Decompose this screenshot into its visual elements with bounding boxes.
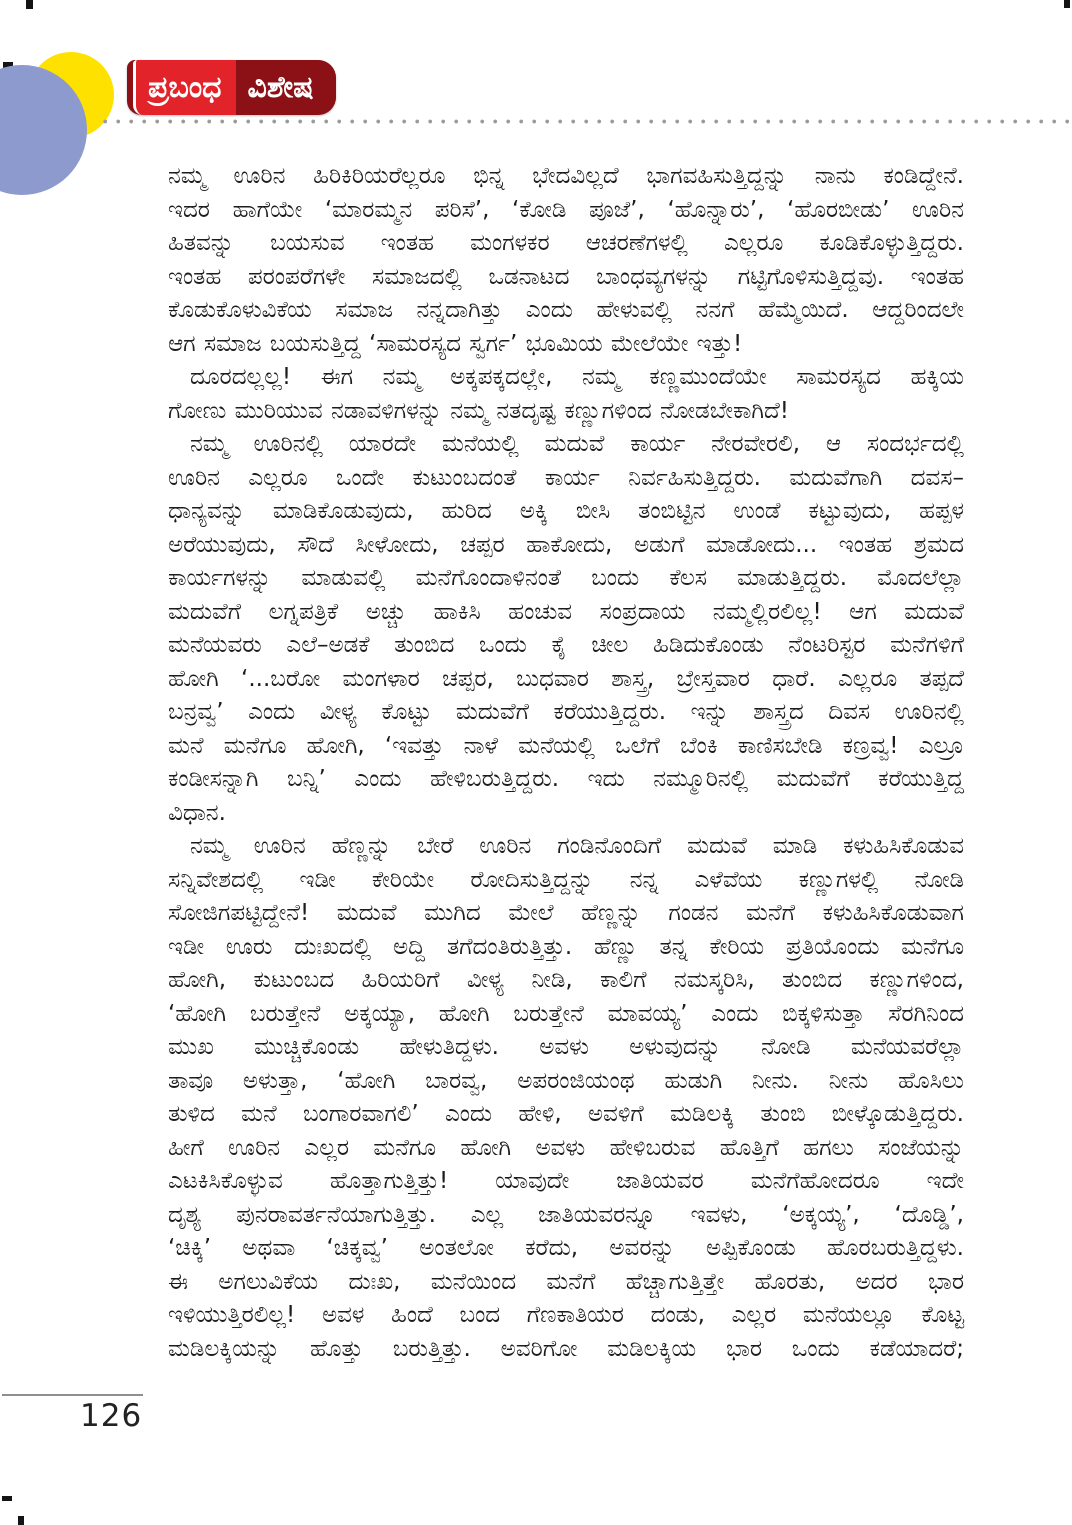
trim-mark-top-left <box>26 0 33 9</box>
text-line: ಆಗ ಸಮಾಜ ಬಯಸುತ್ತಿದ್ದ ‘ಸಾಮರಸ್ಯದ ಸ್ವರ್ಗ’ ಭೂಮಿಯ ಮೇಲೆಯೇ ಇತ್ತು! <box>168 330 743 357</box>
text-line: ದೂರದಲ್ಲಲ್ಲ! ಈಗ ನಮ್ಮ ಅಕ್ಕಪಕ್ಕದಲ್ಲೇ, ನಮ್ಮ ಕಣ್ಣಮುಂದೆಯೇ ಸಾಮರಸ್ಯದ ಹಕ್ಕಿಯ <box>190 364 964 390</box>
text-line: ಮನೆಯವರು ಎಲೆ–ಅಡಕೆ ತುಂಬಿದ ಒಂದು ಕೈ ಚೀಲ ಹಿಡಿದುಕೊಂಡು ನೆಂಟರಿಸ್ಟರ ಮನೆಗಳಿಗೆ <box>168 632 964 658</box>
text-line: ಮನೆ ಮನೆಗೂ ಹೋಗಿ, ‘ಇವತ್ತು ನಾಳೆ ಮನೆಯಲ್ಲಿ ಒಲೆಗೆ ಬೆಂಕಿ ಕಾಣಿಸಬೇಡಿ ಕಣ್ರವ್ವ! ಎಲ್ರೂ <box>168 732 964 759</box>
text-line: ತುಳಿದ ಮನೆ ಬಂಗಾರವಾಗಲಿ’ ಎಂದು ಹೇಳಿ, ಅವಳಿಗೆ ಮಡಿಲಕ್ಕಿ ತುಂಬಿ ಬೀಳ್ಕೊಡುತ್ತಿದ್ದರು. <box>168 1101 964 1127</box>
section-badge <box>127 60 336 115</box>
text-line: ಗೋಣು ಮುರಿಯುವ ನಡಾವಳಿಗಳನ್ನು ನಮ್ಮ ನತದೃಷ್ಟ ಕಣ್ಣುಗಳಿಂದ ನೋಡಬೇಕಾಗಿದೆ! <box>168 397 789 424</box>
body-text <box>168 160 964 1366</box>
text-line: ನಮ್ಮ ಊರಿನ ಹೆಣ್ಣನ್ನು ಬೇರೆ ಊರಿನ ಗಂಡಿನೊಂದಿಗೆ ಮದುವೆ ಮಾಡಿ ಕಳುಹಿಸಿಕೊಡುವ <box>190 833 964 859</box>
text-line: ಈ ಅಗಲುವಿಕೆಯ ದುಃಖ, ಮನೆಯಿಂದ ಮನೆಗೆ ಹೆಚ್ಚಾಗುತ್ತಿತ್ತೇ ಹೊರತು, ಅದರ ಭಾರ <box>168 1268 964 1295</box>
text-line: ‘ಚಿಕ್ಕಿ’ ಅಥವಾ ‘ಚಿಕ್ಕವ್ವ’ ಅಂತಲೋ ಕರೆದು, ಅವರನ್ನು ಅಪ್ಪಿಕೊಂಡು ಹೊರಬರುತ್ತಿದ್ದಳು. <box>168 1235 964 1261</box>
text-line: ಇಂತಹ ಪರಂಪರೆಗಳೇ ಸಮಾಜದಲ್ಲಿ ಒಡನಾಟದ ಬಾಂಧವ್ಯಗಳನ್ನು ಗಟ್ಟಿಗೊಳಿಸುತ್ತಿದ್ದವು. ಇಂತಹ <box>168 263 964 290</box>
text-line: ಹಿತವನ್ನು ಬಯಸುವ ಇಂತಹ ಮಂಗಳಕರ ಆಚರಣೆಗಳಲ್ಲಿ ಎಲ್ಲರೂ ಕೂಡಿಕೊಳ್ಳುತ್ತಿದ್ದರು. <box>168 230 964 256</box>
text-line: ಹೀಗೆ ಊರಿನ ಎಲ್ಲರ ಮನೆಗೂ ಹೋಗಿ ಅವಳು ಹೇಳಿಬರುವ ಹೊತ್ತಿಗೆ ಹಗಲು ಸಂಜೆಯನ್ನು <box>168 1134 964 1161</box>
trim-mark-bottom-left-2 <box>18 1516 24 1525</box>
text-line: ಹೋಗಿ, ಕುಟುಂಬದ ಹಿರಿಯರಿಗೆ ವೀಳ್ಯ ನೀಡಿ, ಕಾಲಿಗೆ ನಮಸ್ಕರಿಸಿ, ತುಂಬಿದ ಕಣ್ಣುಗಳಿಂದ, <box>168 967 964 993</box>
text-line: ಧಾನ್ಯವನ್ನು ಮಾಡಿಕೊಡುವುದು, ಹುರಿದ ಅಕ್ಕಿ ಬೀಸಿ ತಂಬಿಟ್ಟಿನ ಉಂಡೆ ಕಟ್ಟುವುದು, ಹಪ್ಪಳ <box>168 498 964 524</box>
page-number-rule <box>2 1394 143 1396</box>
text-line: ಕಾರ್ಯಗಳನ್ನು ಮಾಡುವಲ್ಲಿ ಮನೆಗೊಂದಾಳಿನಂತೆ ಬಂದು ಕೆಲಸ ಮಾಡುತ್ತಿದ್ದರು. ಮೊದಲೆಲ್ಲಾ <box>168 565 964 591</box>
text-line: ಇದರ ಹಾಗೆಯೇ ‘ಮಾರಮ್ಮನ ಪರಿಸೆ’, ‘ಕೋಡಿ ಪೂಜೆ’, ‘ಹೊನ್ನಾರು’, ‘ಹೊರಬೀಡು’ ಊರಿನ <box>168 196 964 223</box>
text-line: ಇಡೀ ಊರು ದುಃಖದಲ್ಲಿ ಅದ್ದಿ ತಗೆದಂತಿರುತ್ತಿತ್ತು. ಹೆಣ್ಣು ತನ್ನ ಕೇರಿಯ ಪ್ರತಿಯೊಂದು ಮನೆಗೂ <box>168 933 964 960</box>
text-line: ಕೊಡುಕೊಳುವಿಕೆಯ ಸಮಾಜ ನನ್ನದಾಗಿತ್ತು ಎಂದು ಹೇಳುವಲ್ಲಿ ನನಗೆ ಹೆಮ್ಮೆಯಿದೆ. ಆದ್ದರಿಂದಲೇ <box>168 297 964 323</box>
text-line: ಕಂಡೀಸನ್ನಾಗಿ ಬನ್ನಿ’ ಎಂದು ಹೇಳಿಬರುತ್ತಿದ್ದರು. ಇದು ನಮ್ಮೂರಿನಲ್ಲಿ ಮದುವೆಗೆ ಕರೆಯುತ್ತಿದ್ದ <box>168 766 964 792</box>
text-line: ನಮ್ಮ ಊರಿನಲ್ಲಿ ಯಾರದೇ ಮನೆಯಲ್ಲಿ ಮದುವೆ ಕಾರ್ಯ ನೇರವೇರಲಿ, ಆ ಸಂದರ್ಭದಲ್ಲಿ <box>190 431 964 457</box>
text-line: ನಮ್ಮ ಊರಿನ ಹಿರಿಕಿರಿಯರೆಲ್ಲರೂ ಭಿನ್ನ ಭೇದವಿಲ್ಲದೆ ಭಾಗವಹಿಸುತ್ತಿದ್ದನ್ನು ನಾನು ಕಂಡಿದ್ದೇನೆ. <box>168 163 964 189</box>
text-line: ಎಟಕಿಸಿಕೊಳ್ಳುವ ಹೊತ್ತಾಗುತ್ತಿತ್ತು! ಯಾವುದೇ ಜಾತಿಯವರ ಮನೆಗೆಹೋದರೂ ಇದೇ <box>168 1168 964 1194</box>
text-line: ಮುಖ ಮುಚ್ಚಿಕೊಂಡು ಹೇಳುತಿದ್ದಳು. ಅವಳು ಅಳುವುದನ್ನು ನೋಡಿ ಮನೆಯವರೆಲ್ಲಾ <box>168 1034 964 1060</box>
text-line: ಮಡಿಲಕ್ಕಿಯನ್ನು ಹೊತ್ತು ಬರುತ್ತಿತ್ತು. ಅವರಿಗೋ ಮಡಿಲಕ್ಕಿಯ ಭಾರ ಒಂದು ಕಡೆಯಾದರೆ; <box>168 1335 964 1362</box>
section-badge-label-left: ಪ್ರಬಂಧ <box>133 60 236 115</box>
text-line: ಇಳಿಯುತ್ತಿರಲಿಲ್ಲ! ಅವಳ ಹಿಂದೆ ಬಂದ ಗೆಣಕಾತಿಯರ ದಂಡು, ಎಲ್ಲರ ಮನೆಯಲ್ಲೂ ಕೊಟ್ಟ <box>168 1302 964 1328</box>
text-line: ದೃಶ್ಯ ಪುನರಾವರ್ತನೆಯಾಗುತ್ತಿತ್ತು. ಎಲ್ಲ ಜಾತಿಯವರನ್ನೂ ಇವಳು, ‘ಅಕ್ಕಯ್ಯ’, ‘ದೊಡ್ಡಿ’, <box>168 1201 964 1228</box>
section-badge-label-right: ವಿಶೇಷ <box>236 60 336 115</box>
page-number: 126 <box>80 1398 143 1434</box>
text-line: ಊರಿನ ಎಲ್ಲರೂ ಒಂದೇ ಕುಟುಂಬದಂತೆ ಕಾರ್ಯ ನಿರ್ವಹಿಸುತ್ತಿದ್ದರು. ಮದುವೆಗಾಗಿ ದವಸ– <box>168 464 964 491</box>
text-line: ಹೋಗಿ ‘...ಬರೋ ಮಂಗಳಾರ ಚಪ್ಪರ, ಬುಧವಾರ ಶಾಸ್ತ್ರ, ಬ್ರೇಸ್ತವಾರ ಧಾರೆ. ಎಲ್ಲರೂ ತಪ್ಪದೆ <box>168 665 964 692</box>
text-line: ಅರೆಯುವುದು, ಸೌದೆ ಸೀಳೋದು, ಚಪ್ಪರ ಹಾಕೋದು, ಅಡುಗೆ ಮಾಡೋದು... ಇಂತಹ ಶ್ರಮದ <box>168 531 964 558</box>
text-line: ವಿಧಾನ. <box>168 799 226 826</box>
trim-mark-bottom-left <box>2 1496 12 1501</box>
text-line: ಬನ್ರವ್ವ’ ಎಂದು ವೀಳ್ಯ ಕೊಟ್ಟು ಮದುವೆಗೆ ಕರೆಯುತ್ತಿದ್ದರು. ಇನ್ನು ಶಾಸ್ತ್ರದ ದಿವಸ ಊರಿನಲ್ಲಿ <box>168 699 964 725</box>
text-line: ಮದುವೆಗೆ ಲಗ್ನಪತ್ರಿಕೆ ಅಚ್ಚು ಹಾಕಿಸಿ ಹಂಚುವ ಸಂಪ್ರದಾಯ ನಮ್ಮಲ್ಲಿರಲಿಲ್ಲ! ಆಗ ಮದುವೆ <box>168 598 964 625</box>
dotted-divider <box>103 119 1072 124</box>
text-line: ‘ಹೋಗಿ ಬರುತ್ತೇನೆ ಅಕ್ಕಯ್ಯಾ, ಹೋಗಿ ಬರುತ್ತೇನೆ ಮಾವಯ್ಯ’ ಎಂದು ಬಿಕ್ಕಳಿಸುತ್ತಾ ಸೆರಗಿನಿಂದ <box>168 1000 964 1027</box>
text-line: ಸನ್ನಿವೇಶದಲ್ಲಿ ಇಡೀ ಕೇರಿಯೇ ರೋದಿಸುತ್ತಿದ್ದನ್ನು ನನ್ನ ಎಳೆವೆಯ ಕಣ್ಣುಗಳಲ್ಲಿ ನೋಡಿ <box>168 866 964 893</box>
text-line: ತಾವೂ ಅಳುತ್ತಾ, ‘ಹೋಗಿ ಬಾರವ್ವ, ಅಪರಂಜಿಯಂಥ ಹುಡುಗಿ ನೀನು. ನೀನು ಹೊಸಿಲು <box>168 1067 964 1094</box>
text-line: ಸೋಜಿಗಪಟ್ಟಿದ್ದೇನೆ! ಮದುವೆ ಮುಗಿದ ಮೇಲೆ ಹೆಣ್ಣನ್ನು ಗಂಡನ ಮನೆಗೆ ಕಳುಹಿಸಿಕೊಡುವಾಗ <box>168 900 964 926</box>
trim-mark-top-right <box>1064 0 1070 8</box>
